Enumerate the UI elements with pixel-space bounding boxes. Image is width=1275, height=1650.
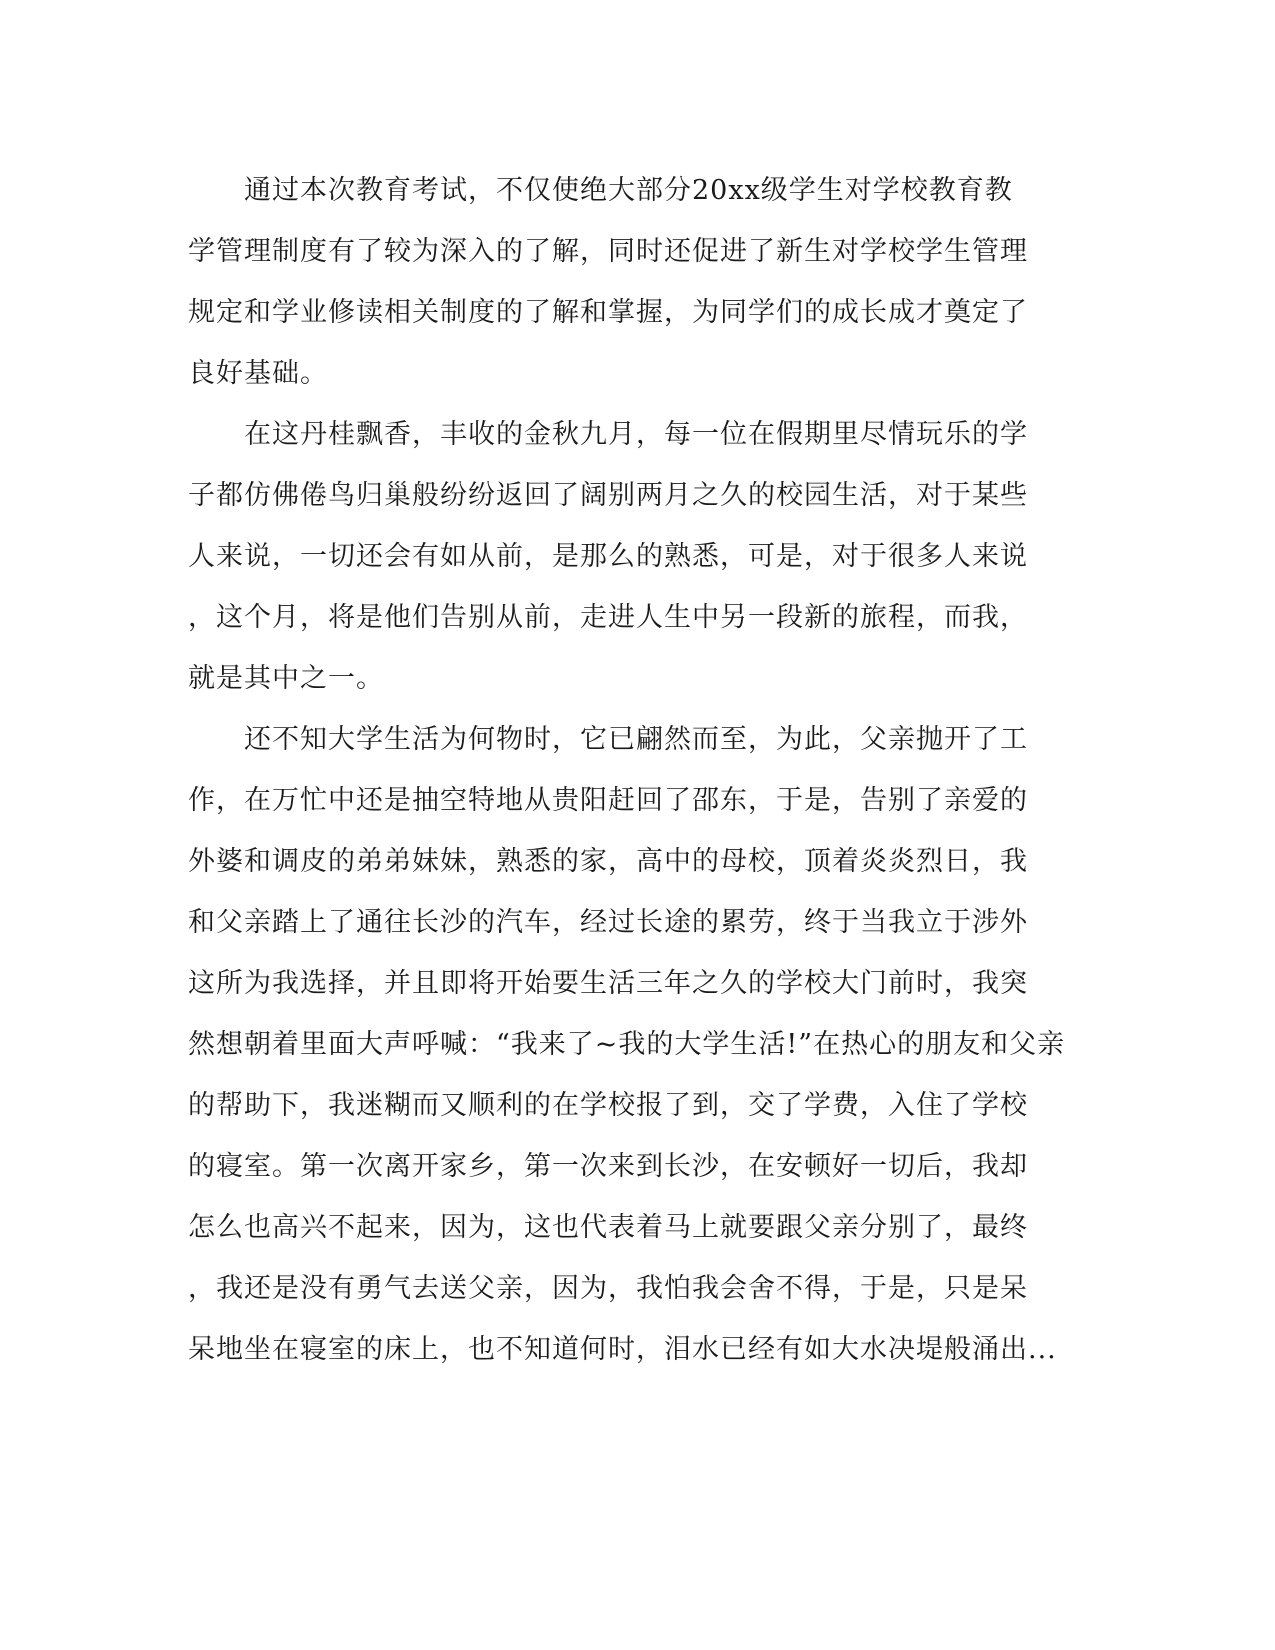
text-line: 的寝室。第一次离开家乡，第一次来到长沙，在安顿好一切后，我却 [188, 1151, 1028, 1182]
text-line: 这所为我选择，并且即将开始要生活三年之久的学校大门前时，我突 [188, 968, 1028, 999]
document-body [188, 160, 1088, 1380]
text-line: 的帮助下，我迷糊而又顺利的在学校报了到，交了学费，入住了学校 [188, 1090, 1028, 1121]
paragraph-2 [188, 404, 1088, 709]
text-line: 就是其中之一。 [188, 663, 384, 694]
text-line: 和父亲踏上了通往长沙的汽车，经过长途的累劳，终于当我立于涉外 [188, 907, 1028, 938]
text-line: 怎么也高兴不起来，因为，这也代表着马上就要跟父亲分别了，最终 [188, 1212, 1028, 1243]
text-line: ，这个月，将是他们告别从前，走进人生中另一段新的旅程，而我， [188, 602, 1028, 633]
text-line: 学管理制度有了较为深入的了解，同时还促进了新生对学校学生管理 [188, 236, 1028, 267]
text-line: 子都仿佛倦鸟归巢般纷纷返回了阔别两月之久的校园生活，对于某些 [188, 480, 1028, 511]
text-line: 还不知大学生活为何物时，它已翩然而至，为此，父亲抛开了工 [188, 724, 1028, 755]
text-line: 然想朝着里面大声呼喊：“我来了~我的大学生活!”在热心的朋友和父亲 [188, 1029, 1066, 1060]
paragraph-3 [188, 709, 1088, 1380]
text-line: 外婆和调皮的弟弟妹妹，熟悉的家，高中的母校，顶着炎炎烈日，我 [188, 846, 1028, 877]
text-line: 人来说，一切还会有如从前，是那么的熟悉，可是，对于很多人来说 [188, 541, 1028, 572]
text-line: 规定和学业修读相关制度的了解和掌握，为同学们的成长成才奠定了 [188, 297, 1028, 328]
text-line: 良好基础。 [188, 358, 328, 389]
text-line: 作，在万忙中还是抽空特地从贵阳赶回了邵东，于是，告别了亲爱的 [188, 785, 1028, 816]
text-line: ，我还是没有勇气去送父亲，因为，我怕我会舍不得，于是，只是呆 [188, 1273, 1028, 1304]
text-line: 呆地坐在寝室的床上，也不知道何时，泪水已经有如大水决堤般涌出... [188, 1334, 1057, 1365]
text-line: 在这丹桂飘香，丰收的金秋九月，每一位在假期里尽情玩乐的学 [188, 419, 1028, 450]
paragraph-1 [188, 160, 1088, 404]
text-line: 通过本次教育考试，不仅使绝大部分20xx级学生对学校教育教 [188, 175, 1013, 206]
